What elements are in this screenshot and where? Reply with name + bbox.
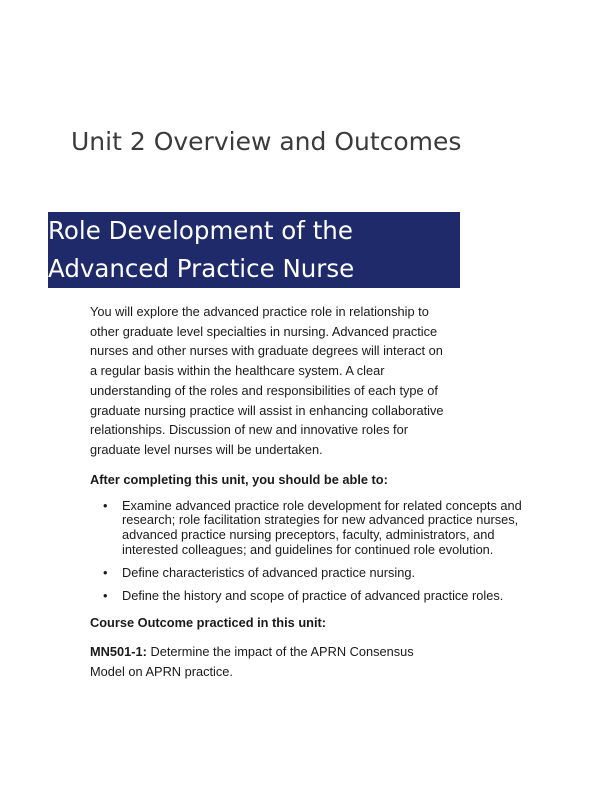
course-outcome [90,642,448,682]
outcomes-heading: After completing this unit, you should be able to: [90,471,388,487]
list-item [90,499,522,558]
bullet-icon: • [103,564,108,580]
bullet-icon: • [103,587,108,603]
list-item [90,589,522,604]
outcome-text: Define the history and scope of practice of advanced practice roles. [122,587,504,603]
list-item [90,566,522,581]
bullet-icon: • [103,497,108,513]
unit-title: Unit 2 Overview and Outcomes [71,127,462,156]
course-outcome-text: Determine the impact of the APRN Consensus Model on APRN practice. [90,644,414,680]
course-outcome-code: MN501-1: [90,644,147,660]
unit-content [90,302,520,682]
outcome-text: Define characteristics of advanced practice nursing. [122,564,416,580]
outcome-text: Examine advanced practice role development for related concepts and research; role facilitation strategies for new advanced practice nurses, advanced practice nursing preceptors, faculty, administrators, and interested colleagues; and guidelines for continued role evolution. [122,497,522,558]
outcomes-list [90,499,520,604]
banner-title: Role Development of the Advanced Practice Nurse [48,216,355,283]
banner [48,212,460,288]
course-outcome-heading: Course Outcome practiced in this unit: [90,615,327,631]
intro-paragraph: You will explore the advanced practice role in relationship to other graduate level specialties in nursing. Advanced practice nurses and other nurses with graduate degrees will interact on a regular basis within the healthcare system. A clear understanding of the roles and responsibilities of each type of graduate nursing practice will assist in enhancing collaborative relationships. Discussion of new and innovative roles for graduate level nurses will be undertaken. [90,304,444,457]
